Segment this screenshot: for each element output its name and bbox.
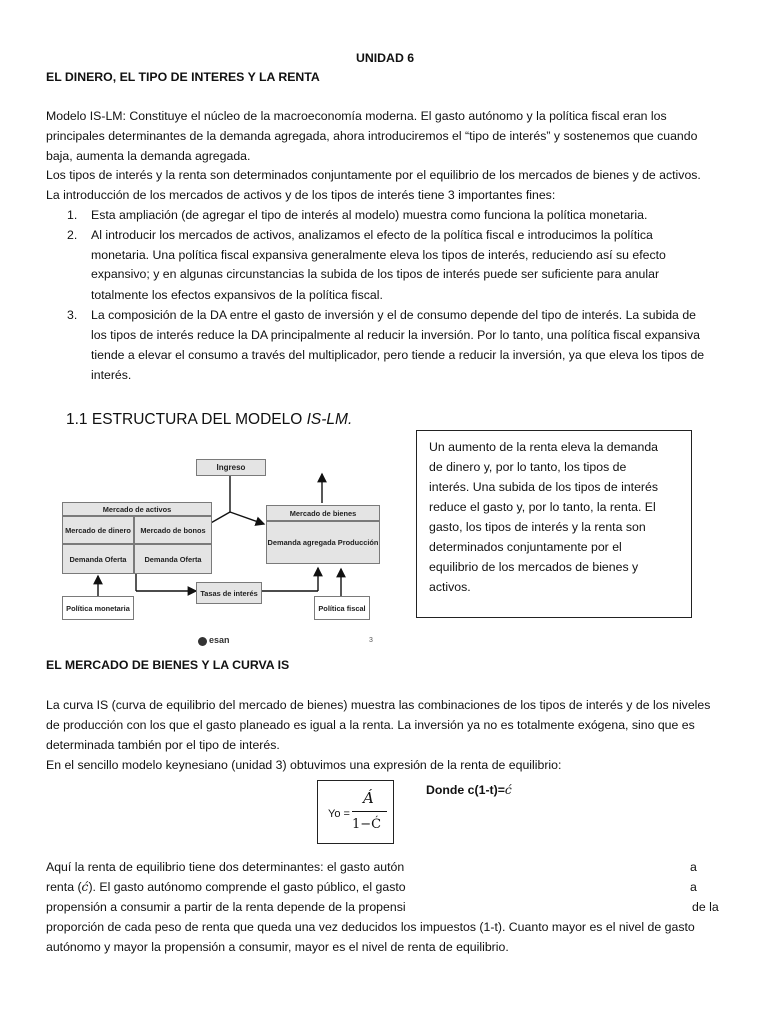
intro-line: principales determinantes de la demanda agregada, ahora introduciremos el “tipo de interés” y sostenemos que cuando	[46, 129, 698, 143]
final-line-left	[46, 879, 406, 895]
demanda-agregada-box: Demanda agregada Producción	[266, 521, 380, 564]
box-line: determinados conjuntamente por el	[429, 540, 622, 554]
box-line: gasto, los tipos de interés y la renta son	[429, 520, 646, 534]
chapter-title: EL DINERO, EL TIPO DE INTERES Y LA RENTA	[46, 70, 320, 84]
section-number: 1.1	[66, 411, 88, 428]
list-item-line: monetaria. Una política fiscal expansiva generalmente eleva los tipos de interés, reduciendo así su efecto	[91, 248, 666, 262]
politica-monetaria-box: Política monetaria	[62, 596, 134, 620]
list-number: 1.	[67, 208, 78, 222]
mercado-dinero-box: Mercado de dinero	[62, 516, 134, 544]
box-line: reduce el gasto y, por lo tanto, la renta. El	[429, 500, 656, 514]
slide-page-number: 3	[369, 637, 373, 644]
mercado-activos-box: Mercado de activos	[62, 502, 212, 516]
box-line: Un aumento de la renta eleva la demanda	[429, 440, 659, 454]
section-heading	[66, 411, 352, 429]
list-item-line: los tipos de interés reduce la DA principalmente al reducir la inversión. Por lo tanto, una política fiscal expansiva	[91, 328, 701, 342]
unit-title: UNIDAD 6	[356, 51, 415, 65]
final-symbol: ć	[81, 880, 89, 894]
list-item-line: totalmente los efectos expansivos de la política fiscal.	[91, 288, 383, 302]
politica-fiscal-box: Política fiscal	[314, 596, 370, 620]
list-item-line: La composición de la DA entre el gasto de inversión y el de consumo depende del tipo de interés. La subida de	[91, 308, 696, 322]
demanda-oferta-bonos-box: Demanda Oferta	[134, 544, 212, 574]
intro-line: baja, aumenta la demanda agregada.	[46, 149, 251, 163]
formula-denominator: 1−Ć	[352, 817, 382, 832]
final-line-right: a	[690, 860, 697, 874]
is-lm-diagram	[56, 440, 396, 652]
mercado-bonos-box: Mercado de bonos	[134, 516, 212, 544]
formula-lhs: Yo =	[328, 808, 350, 820]
final-line-left: Aquí la renta de equilibrio tiene dos determinantes: el gasto autón	[46, 860, 405, 874]
section-text: ESTRUCTURA DEL MODELO	[91, 411, 307, 428]
final-line-right: de la	[692, 900, 719, 914]
donde-label	[426, 782, 512, 798]
intro-line: Modelo IS-LM: Constituye el núcleo de la macroeconomía moderna. El gasto autónomo y la política fiscal eran los	[46, 109, 667, 123]
fraction-bar	[352, 811, 387, 812]
section2-line: determinada también por el tipo de interés.	[46, 738, 280, 752]
final-line: proporción de cada peso de renta que queda una vez deducidos los impuestos (1-t). Cuanto mayor es el nivel de gasto	[46, 920, 695, 934]
list-item-line: interés.	[91, 368, 132, 382]
equilibrium-formula	[317, 780, 394, 844]
final-line: autónomo y mayor la propensión a consumir, mayor es el nivel de renta de equilibrio.	[46, 940, 509, 954]
ingreso-box: Ingreso	[196, 459, 266, 476]
final-line-right: a	[690, 880, 697, 894]
intro-line: Los tipos de interés y la renta son determinados conjuntamente por el equilibrio de los mercados de bienes y de activos.	[46, 168, 701, 182]
list-item-line: expansivo; y en algunas circunstancias la subida de los tipos de interés puede ser suficiente para anular	[91, 267, 660, 281]
section2-title: EL MERCADO DE BIENES Y LA CURVA IS	[46, 658, 290, 672]
section2-line: La curva IS (curva de equilibrio del mercado de bienes) muestra las combinaciones de los tipos de interés y de los niveles	[46, 698, 711, 712]
box-line: equilibrio de los mercados de bienes y	[429, 560, 639, 574]
final-line-left: propensión a consumir a partir de la renta depende de la propensi	[46, 900, 406, 914]
box-line: activos.	[429, 580, 471, 594]
tasas-interes-box: Tasas de interés	[196, 582, 262, 604]
explanation-box	[416, 430, 692, 618]
section-italic: IS-LM.	[306, 411, 353, 428]
list-item-line: tiende a elevar el consumo a través del multiplicador, pero tiende a reducir la inversión, ya que eleva los tipos de	[91, 348, 705, 362]
formula-numerator: Á	[363, 789, 374, 807]
esan-logo-icon	[198, 637, 207, 646]
list-item-line: Esta ampliación (de agregar el tipo de interés al modelo) muestra como funciona la política monetaria.	[91, 208, 648, 222]
section2-line: de producción con los que el gasto planeado es igual a la renta. La inversión ya no es totalmente exógena, sino que es	[46, 718, 695, 732]
intro-line: La introducción de los mercados de activos y de los tipos de interés tiene 3 importantes fines:	[46, 188, 556, 202]
final-text: renta (	[46, 880, 82, 894]
demanda-oferta-dinero-box: Demanda Oferta	[62, 544, 134, 574]
donde-symbol: ć	[504, 783, 512, 797]
box-line: de dinero y, por lo tanto, los tipos de	[429, 460, 627, 474]
list-number: 3.	[67, 308, 78, 322]
esan-logo-text: esan	[209, 635, 230, 645]
donde-text: Donde c(1-t)=	[426, 783, 505, 797]
list-item-line: Al introducir los mercados de activos, analizamos el efecto de la política fiscal e introducimos la política	[91, 228, 653, 242]
final-text: ). El gasto autónomo comprende el gasto público, el gasto	[88, 880, 406, 894]
mercado-bienes-box: Mercado de bienes	[266, 505, 380, 521]
section2-line: En el sencillo modelo keynesiano (unidad 3) obtuvimos una expresión de la renta de equilibrio:	[46, 758, 562, 772]
list-number: 2.	[67, 228, 78, 242]
box-line: interés. Una subida de los tipos de interés	[429, 480, 658, 494]
